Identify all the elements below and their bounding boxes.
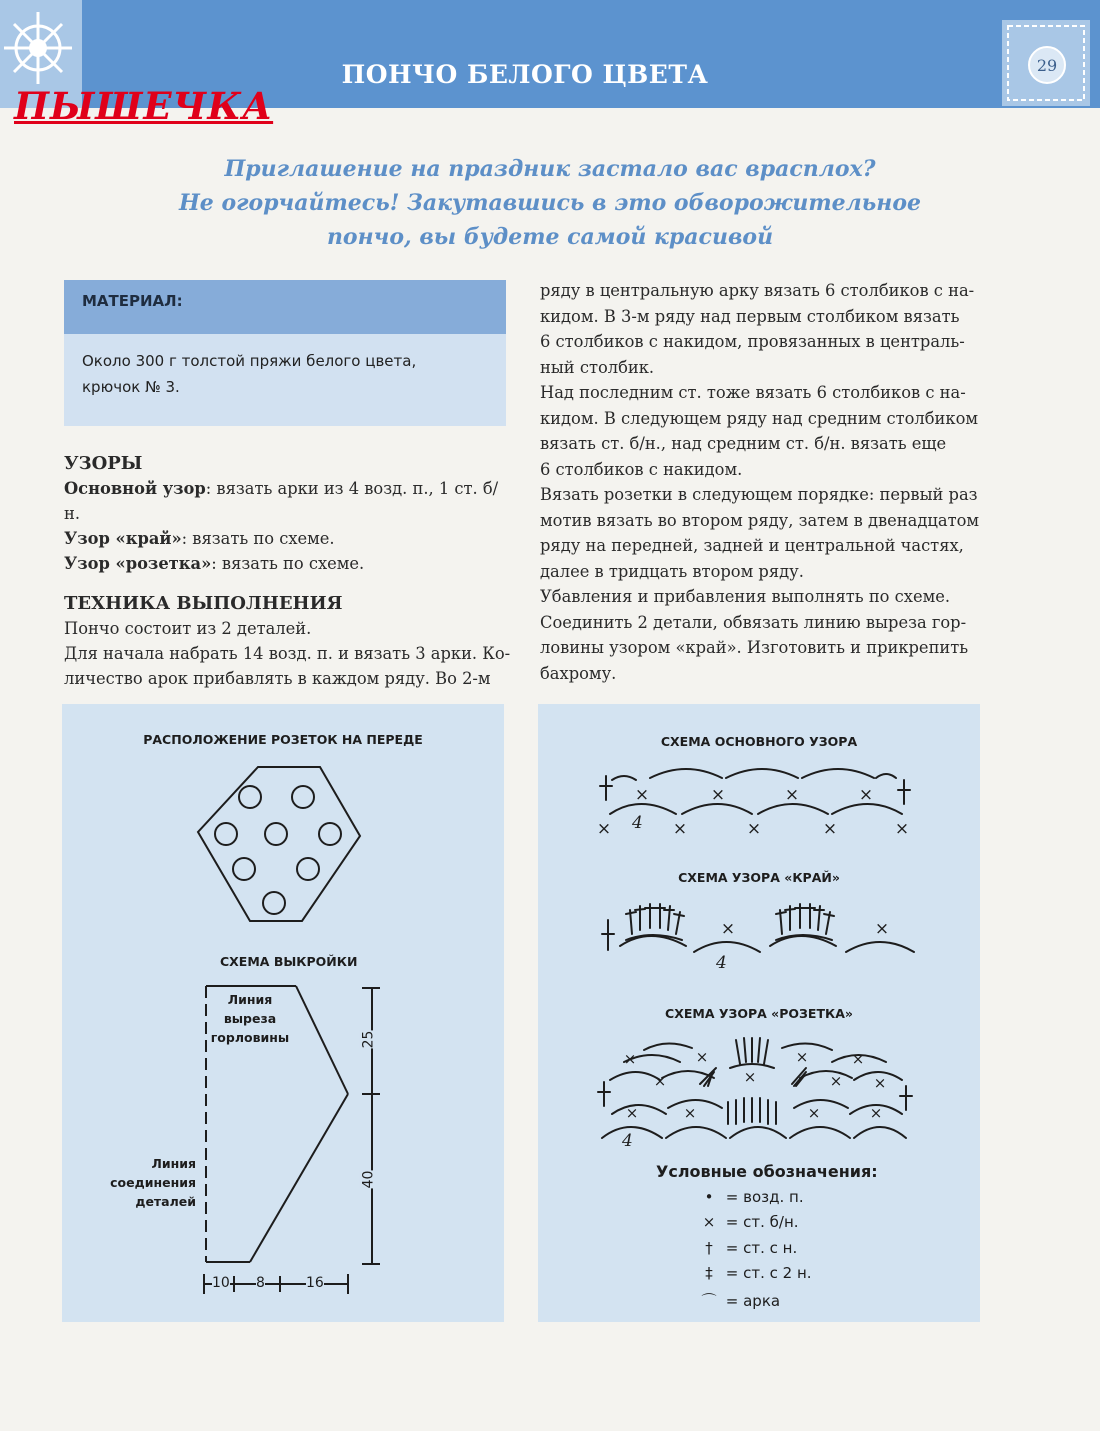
single-crochet-icon: × (702, 1213, 716, 1231)
join-line-label (100, 1154, 196, 1211)
patterns-heading: УЗОРЫ (64, 453, 143, 474)
intro-line: Не огорчайтесь! Закутавшись в это обворожительное (179, 190, 921, 216)
pattern-name: Узор «розетка» (64, 554, 212, 573)
rosette-layout-diagram (196, 766, 362, 922)
rosette-circle (215, 823, 237, 845)
legend-text: = ст. с 2 н. (725, 1264, 812, 1282)
rosette-circle (263, 892, 285, 914)
pattern-item (64, 551, 512, 576)
svg-text:×: × (822, 819, 838, 839)
chain-count-label: 4 (622, 1131, 633, 1151)
svg-text:×: × (851, 1050, 865, 1068)
legend-item (697, 1264, 812, 1282)
svg-text:×: × (894, 819, 910, 839)
technique-heading: ТЕХНИКА ВЫПОЛНЕНИЯ (64, 593, 343, 614)
pattern-text: : вязать по схеме. (181, 529, 335, 548)
neck-line-label (210, 990, 290, 1047)
body-line: мотив вязать во втором ряду, затем в двенадцатом (540, 510, 980, 530)
arch-icon: ⌒ (701, 1292, 717, 1310)
svg-text:×: × (743, 1068, 757, 1086)
technique-line: личество арок прибавлять в каждом ряду. Во 2-м (64, 669, 491, 688)
svg-text:×: × (695, 1048, 709, 1066)
label-line: соединения (110, 1175, 196, 1190)
body-line: Вязать розетки в следующем порядке: первый раз (540, 485, 978, 504)
right-text-column (540, 278, 982, 686)
watermark-text: ПЫШЕЧКА (14, 84, 274, 128)
chain-count-label: 4 (632, 813, 643, 833)
svg-text:×: × (623, 1050, 637, 1068)
dimension-upper: 25 (360, 1030, 377, 1049)
pattern-schema-title: СХЕМА ВЫКРОЙКИ (220, 954, 358, 969)
technique-line: Пончо состоит из 2 деталей. (64, 619, 312, 638)
label-line: деталей (135, 1194, 196, 1209)
pattern-item (64, 476, 512, 526)
rosette-circle (297, 858, 319, 880)
materials-body (64, 334, 506, 426)
dimension-lower: 40 (360, 1170, 377, 1189)
legend-item (697, 1290, 780, 1311)
legend-item (697, 1239, 797, 1257)
pattern-text: : вязать по схеме. (211, 554, 365, 573)
body-line: 6 столбиков с накидом, провязанных в централь- (540, 332, 965, 351)
body-line: ряду в центральную арку вязать 6 столбиков с на- (540, 281, 975, 300)
label-line: горловины (210, 1030, 290, 1045)
body-line: Над последним ст. тоже вязать 6 столбиков с на- (540, 383, 966, 402)
rosette-pattern-title: СХЕМА УЗОРА «РОЗЕТКА» (665, 1006, 853, 1021)
materials-line: Около 300 г толстой пряжи белого цвета, (82, 352, 417, 370)
double-crochet-icon: † (705, 1239, 713, 1257)
label-line: Линия (151, 1156, 196, 1171)
svg-text:×: × (596, 819, 612, 839)
body-line: кидом. В следующем ряду над средним столбиком (540, 408, 979, 428)
left-text-column (64, 452, 512, 691)
dimension-bottom-2: 8 (256, 1275, 265, 1291)
technique-line: Для начала набрать 14 возд. п. и вязать 3 арки. Ко- (64, 644, 511, 663)
rosette-circle (292, 786, 314, 808)
body-line: далее в тридцать втором ряду. (540, 561, 804, 581)
svg-text:×: × (683, 1104, 697, 1122)
svg-text:×: × (829, 1072, 843, 1090)
pattern-item (64, 526, 512, 551)
pattern-name: Узор «край» (64, 529, 182, 548)
main-pattern-title: СХЕМА ОСНОВНОГО УЗОРА (660, 734, 858, 749)
svg-text:×: × (746, 819, 762, 839)
dimension-bottom-3: 16 (306, 1275, 324, 1291)
treble-crochet-icon: ‡ (705, 1264, 713, 1282)
svg-text:×: × (784, 785, 800, 805)
chain-count-label: 4 (716, 953, 727, 973)
legend-text: = ст. б/н. (725, 1213, 799, 1231)
intro-line: пончо, вы будете самой красивой (326, 224, 774, 250)
legend-title: Условные обозначения: (656, 1162, 878, 1181)
materials-line: крючок № 3. (82, 378, 180, 396)
main-pattern-chart (596, 766, 916, 838)
svg-text:×: × (874, 919, 890, 939)
rosette-pattern-chart (596, 1034, 916, 1152)
rosette-circle (233, 858, 255, 880)
svg-text:×: × (634, 785, 650, 805)
body-line: ловины узором «край». Изготовить и прикрепить (540, 638, 969, 657)
label-line: Линия (227, 992, 273, 1007)
page-title: ПОНЧО БЕЛОГО ЦВЕТА (341, 60, 709, 89)
dimension-bottom-1: 10 (212, 1275, 230, 1291)
edge-pattern-title: СХЕМА УЗОРА «КРАЙ» (678, 870, 840, 885)
chain-stitch-icon: • (704, 1188, 714, 1206)
legend-text: = арка (725, 1292, 781, 1310)
edge-pattern-chart (600, 900, 920, 980)
svg-text:×: × (869, 1104, 883, 1122)
svg-text:×: × (710, 785, 726, 805)
svg-text:×: × (653, 1072, 667, 1090)
page-number: 29 (1028, 46, 1066, 84)
materials-heading: МАТЕРИАЛ: (64, 280, 506, 334)
legend-text: = ст. с н. (725, 1239, 798, 1257)
svg-text:×: × (720, 919, 736, 939)
rosette-circle (239, 786, 261, 808)
body-line: ряду на передней, задней и центральной частях, (540, 536, 964, 555)
body-line: бахрому. (540, 663, 617, 683)
svg-text:×: × (625, 1104, 639, 1122)
body-line: 6 столбиков с накидом. (540, 459, 743, 479)
body-line: кидом. В 3-м ряду над первым столбиком вязать (540, 306, 960, 326)
intro-text (100, 152, 1000, 254)
rosette-circle (319, 823, 341, 845)
svg-text:×: × (873, 1074, 887, 1092)
body-line: вязать ст. б/н., над средним ст. б/н. вязать еще (540, 434, 947, 453)
body-line: Убавления и прибавления выполнять по схеме. (540, 587, 951, 606)
rosette-circle (265, 823, 287, 845)
svg-text:×: × (858, 785, 874, 805)
body-line: ный столбик. (540, 357, 655, 377)
intro-line: Приглашение на праздник застало вас врасплох? (224, 156, 876, 182)
svg-text:×: × (795, 1048, 809, 1066)
svg-text:×: × (672, 819, 688, 839)
pattern-text: : вязать арки из 4 возд. п., 1 ст. б/н. (64, 479, 499, 523)
label-line: выреза (223, 1011, 277, 1026)
pattern-name: Основной узор (64, 479, 206, 498)
legend-item (697, 1213, 799, 1231)
svg-text:×: × (807, 1104, 821, 1122)
legend-item (697, 1188, 804, 1206)
rosette-layout-title: РАСПОЛОЖЕНИЕ РОЗЕТОК НА ПЕРЕДЕ (143, 732, 423, 747)
body-line: Соединить 2 детали, обвязать линию выреза гор- (540, 612, 967, 632)
legend-text: = возд. п. (725, 1188, 804, 1206)
